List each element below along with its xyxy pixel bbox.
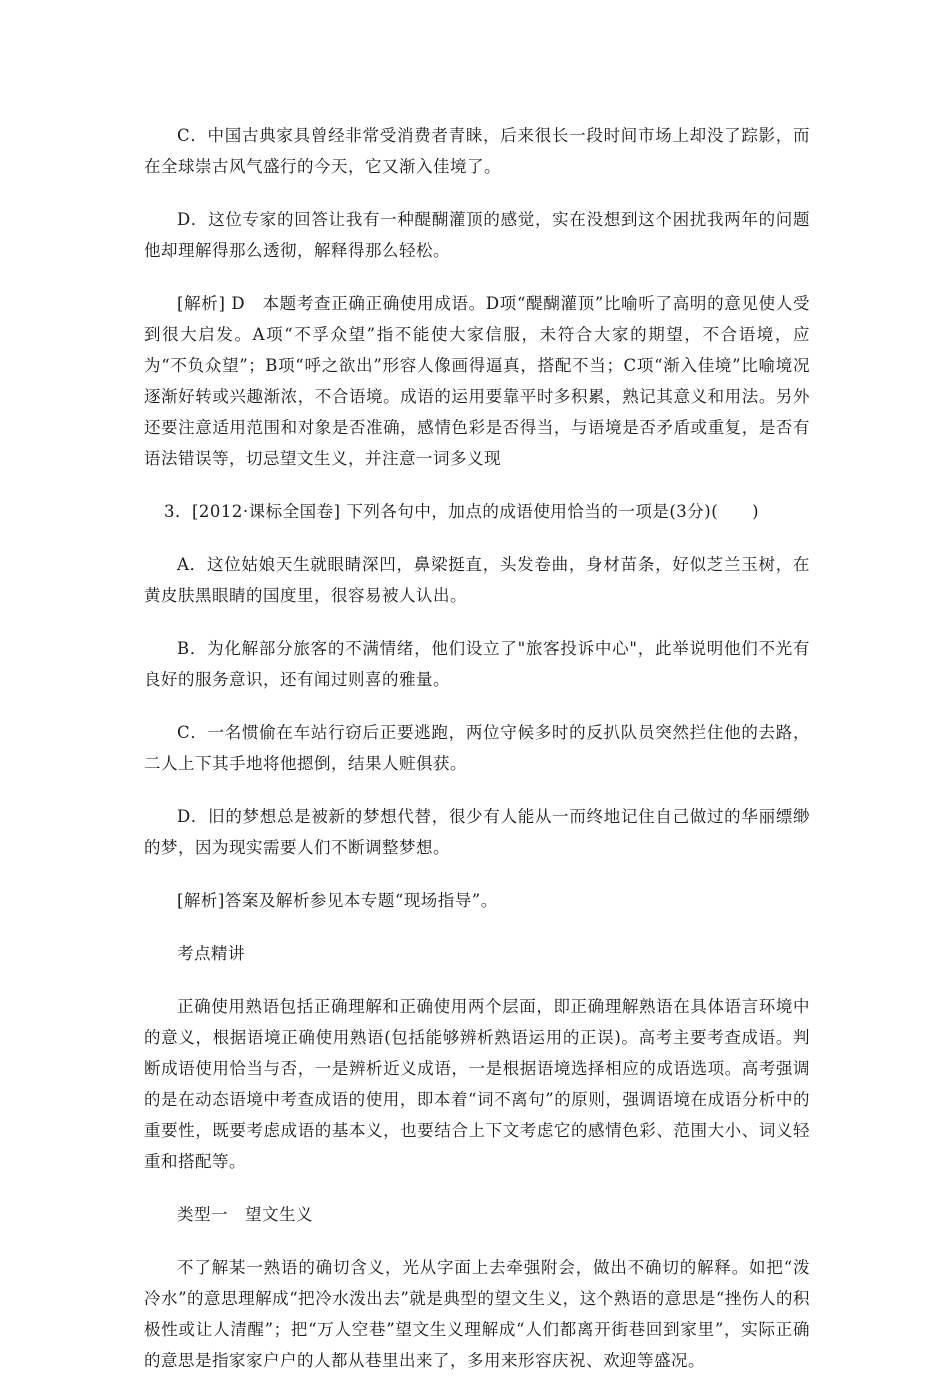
- question-3-option-b: B．为化解部分旅客的不满情绪，他们设立了"旅客投诉中心"，此举说明他们不光有良好的服务意识，还有闻过则喜的雅量。: [144, 639, 810, 689]
- section-heading-key-points: 考点精讲: [177, 944, 245, 963]
- analysis-paragraph: [解析] D 本题考查正确正确使用成语。D项“醍醐灌顶”比喻听了高明的意见使人受到很大启发。A项“不孚众望”指不能使大家信服，未符合大家的期望，不合语境，应为“不负众望”；B项“呼之欲出”形容人像画得逼真，搭配不当；C项“渐入佳境”比喻境况逐渐好转或兴趣渐浓，不合语境。成语的运用要靠平时多积累，熟记其意义和用法。另外还要注意适用范围和对象是否准确，感情色彩是否得当，与语境是否矛盾或重复，是否有语法错误等，切忌望文生义，并注意一词多义现: [144, 294, 810, 468]
- question-3-option-d: D．旧的梦想总是被新的梦想代替，很少有人能从一而终地记住自己做过的华丽缥缈的梦，因为现实需要人们不断调整梦想。: [144, 807, 810, 857]
- option-d-paragraph: D．这位专家的回答让我有一种醍醐灌顶的感觉，实在没想到这个困扰我两年的问题他却理解得那么透彻，解释得那么轻松。: [144, 210, 810, 260]
- question-3-option-a: A．这位姑娘天生就眼睛深凹，鼻梁挺直，头发卷曲，身材苗条，好似芝兰玉树，在黄皮肤黑眼睛的国度里，很容易被人认出。: [144, 555, 810, 605]
- key-points-body: 正确使用熟语包括正确理解和正确使用两个层面，即正确理解熟语在具体语言环境中的意义，根据语境正确使用熟语(包括能够辨析熟语运用的正误)。高考主要考查成语。判断成语使用恰当与否，一是辨析近义成语，一是根据语境选择相应的成语选项。高考强调的是在动态语境中考查成语的使用，即本着“词不离句”的原则，强调语境在成语分析中的重要性，既要考虑成语的基本义，也要结合上下文考虑它的感情色彩、范围大小、词义轻重和搭配等。: [144, 997, 810, 1171]
- type-one-body: 不了解某一熟语的确切含义，光从字面上去牵强附会，做出不确切的解释。如把“泼冷水”的意思理解成“把冷水泼出去”就是典型的望文生义，这个熟语的意思是“挫伤人的积极性或让人清醒”；把“万人空巷”望文生义理解成“人们都离开街巷回到家里”，实际正确的意思是指家家户户的人都从巷里出来了，多用来形容庆祝、欢迎等盛况。: [144, 1258, 810, 1370]
- question-3-analysis: [解析]答案及解析参见本专题“现场指导”。: [177, 891, 498, 910]
- type-one-heading: 类型一 望文生义: [177, 1205, 313, 1224]
- question-3-option-c: C．一名惯偷在车站行窃后正要逃跑，两位守候多时的反扒队员突然拦住他的去路，二人上下其手地将他摁倒，结果人赃俱获。: [144, 723, 810, 773]
- option-c-paragraph: C．中国古典家具曾经非常受消费者青睐，后来很长一段时间市场上却没了踪影，而在全球崇古风气盛行的今天，它又渐入佳境了。: [144, 126, 810, 176]
- document-page: [144, 120, 810, 1376]
- question-3-heading: 3．[2012·课标全国卷] 下列各句中，加点的成语使用恰当的一项是(3分)( ): [164, 502, 760, 521]
